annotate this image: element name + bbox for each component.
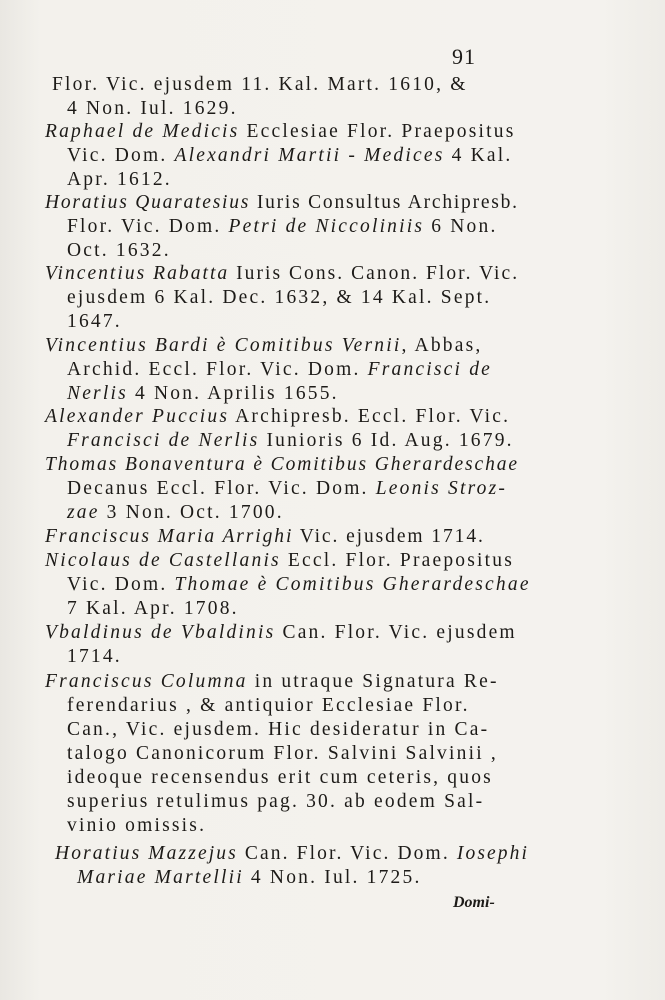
italic-name: Horatius Mazzejus	[55, 843, 238, 864]
entry-line	[67, 573, 531, 597]
italic-name: Raphael de Medicis	[45, 121, 240, 142]
italic-name: Nicolaus de Castellanis	[45, 550, 281, 571]
entry-text: ferendarius , & antiquior Ecclesiae Flor.	[67, 695, 470, 716]
italic-name: Alexander Puccius	[45, 406, 230, 427]
entry-text: in utraque Signatura Re-	[247, 671, 499, 692]
entry-text: Vic. ejusdem 1714.	[293, 526, 485, 547]
entry-text: Decanus Eccl. Flor. Vic. Dom.	[67, 478, 376, 499]
entry-text: ejusdem 6 Kal. Dec. 1632, & 14 Kal. Sept.	[67, 287, 492, 308]
entry-text: 1647.	[67, 311, 122, 332]
entry-line	[67, 215, 498, 239]
italic-name: Thomae è Comitibus Gherardeschae	[174, 574, 531, 595]
catchword: Domi-	[453, 894, 495, 911]
italic-name: Horatius Quaratesius	[45, 192, 251, 213]
entry-line	[67, 429, 514, 453]
entry-text: 4 Non. Iul. 1629.	[67, 98, 238, 119]
italic-name: Francisci de Nerlis	[67, 430, 260, 451]
entry-line	[67, 144, 512, 168]
entry-text: Flor. Vic. Dom.	[67, 216, 229, 237]
entry-text: Can. Flor. Vic. Dom.	[237, 843, 457, 864]
entry-text: talogo Canonicorum Flor. Salvini Salvinii ,	[67, 743, 498, 764]
entry-text: ideoque recensendus erit cum ceteris, quos	[67, 767, 493, 788]
entry-text: vinio omissis.	[67, 815, 207, 836]
entry-text: Can. Flor. Vic. ejusdem	[275, 622, 517, 643]
entry-text: Vic. Dom.	[67, 145, 175, 166]
entry-line	[67, 814, 206, 838]
entry-line	[45, 549, 514, 573]
entry-text: 3 Non. Oct. 1700.	[99, 502, 284, 523]
entry-line	[45, 262, 519, 286]
entry-line	[67, 790, 484, 814]
entry-line	[45, 191, 519, 215]
entry-line	[45, 334, 482, 358]
entry-line	[67, 310, 122, 334]
entry-text: Flor. Vic. ejusdem 11. Kal. Mart. 1610, &	[52, 74, 468, 95]
entry-line	[67, 358, 492, 382]
entry-text: Archipresb. Eccl. Flor. Vic.	[229, 406, 511, 427]
entry-line	[67, 597, 239, 621]
entry-line	[67, 694, 470, 718]
entry-line	[45, 525, 485, 549]
entry-text: , Abbas,	[401, 335, 483, 356]
italic-name: Thomas Bonaventura è Comitibus Gherardeschae	[45, 454, 519, 475]
italic-name: Nerlis	[67, 383, 128, 404]
page-number: 91	[452, 44, 476, 69]
entry-text: Ecclesiae Flor. Praepositus	[239, 121, 516, 142]
entry-line	[67, 718, 489, 742]
entry-line	[55, 842, 529, 866]
italic-name: Francisci de	[367, 359, 493, 380]
entry-line	[45, 670, 499, 694]
entry-line	[77, 866, 422, 890]
entry-text: 7 Kal. Apr. 1708.	[67, 598, 239, 619]
entry-text: Apr. 1612.	[67, 169, 172, 190]
italic-name: Franciscus Columna	[45, 671, 248, 692]
italic-name: Vincentius Rabatta	[45, 263, 230, 284]
entry-line	[67, 168, 172, 192]
entry-text: Iuris Consultus Archipresb.	[250, 192, 519, 213]
entry-line	[67, 501, 284, 525]
entry-line	[67, 286, 491, 310]
entry-line	[67, 477, 507, 501]
entry-line	[45, 120, 516, 144]
entry-text: Can., Vic. ejusdem. Hic desideratur in Ca-	[67, 719, 490, 740]
entry-line	[67, 382, 339, 406]
italic-name: Mariae Martellii	[77, 867, 244, 888]
entry-text: 4 Kal.	[444, 145, 513, 166]
italic-name: Franciscus Maria Arrighi	[45, 526, 294, 547]
entry-line	[67, 239, 171, 263]
italic-name: Vincentius Bardi è Comitibus Vernii	[45, 335, 402, 356]
entry-line	[67, 645, 122, 669]
entry-text: Vic. Dom.	[67, 574, 175, 595]
italic-name: Alexandri Martii - Medices	[174, 145, 445, 166]
italic-name: Vbaldinus de Vbaldinis	[45, 622, 276, 643]
entry-text: Archid. Eccl. Flor. Vic. Dom.	[67, 359, 368, 380]
entry-text: Oct. 1632.	[67, 240, 171, 261]
entry-text: Iunioris 6 Id. Aug. 1679.	[259, 430, 514, 451]
entry-text: 1714.	[67, 646, 122, 667]
italic-name: zae	[67, 502, 100, 523]
italic-name: Petri de Niccoliniis	[228, 216, 425, 237]
entry-line	[67, 766, 493, 790]
entry-line	[45, 405, 510, 429]
entry-text: superius retulimus pag. 30. ab eodem Sal-	[67, 791, 485, 812]
entry-line	[67, 742, 498, 766]
entry-line	[67, 97, 238, 121]
entry-line	[45, 453, 519, 477]
entry-line	[45, 621, 517, 645]
entry-text: Iuris Cons. Canon. Flor. Vic.	[229, 263, 520, 284]
entry-text: 4 Non. Iul. 1725.	[243, 867, 422, 888]
italic-name: Leonis Stroz-	[375, 478, 508, 499]
entry-text: 6 Non.	[424, 216, 498, 237]
italic-name: Iosephi	[456, 843, 530, 864]
entry-line	[52, 73, 468, 97]
entry-text: Eccl. Flor. Praepositus	[280, 550, 515, 571]
entry-text: 4 Non. Aprilis 1655.	[127, 383, 339, 404]
